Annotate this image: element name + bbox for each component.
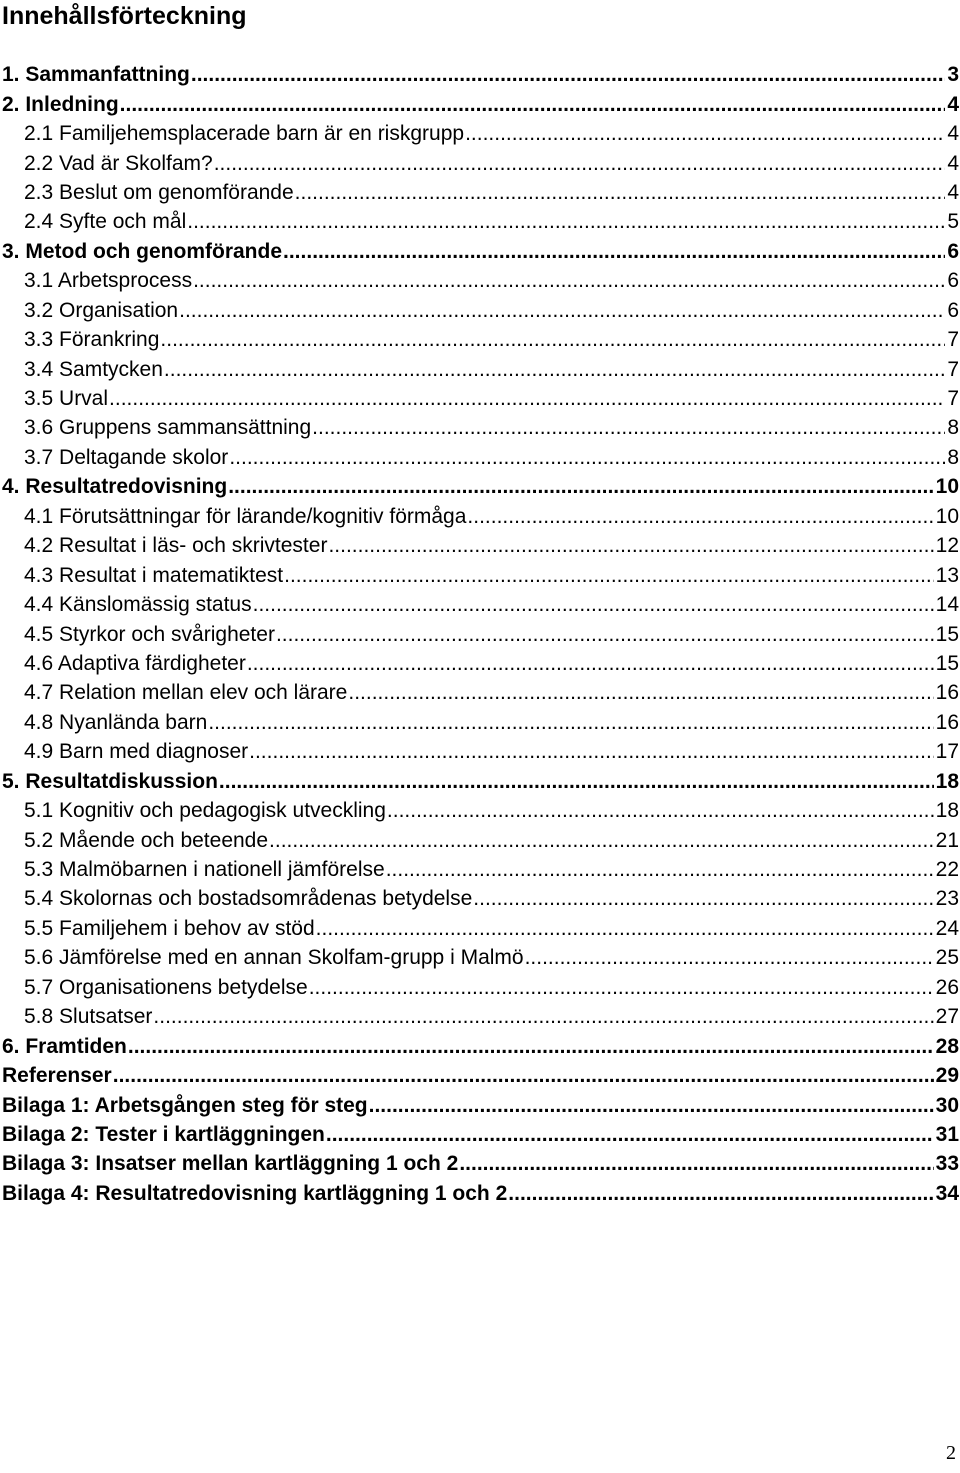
toc-entry-page: 30 xyxy=(935,1093,959,1117)
toc-dot-leader xyxy=(153,1002,933,1031)
toc-entry[interactable] xyxy=(0,1179,960,1208)
toc-entry-page: 23 xyxy=(935,887,959,911)
toc-dot-leader xyxy=(459,1149,933,1178)
toc-dot-leader xyxy=(467,502,933,531)
toc-dot-leader xyxy=(193,266,945,295)
toc-dot-leader xyxy=(247,649,934,678)
toc-entry-label: 5.8 Slutsatser xyxy=(24,1005,153,1029)
toc-entry-label: 2.2 Vad är Skolfam? xyxy=(24,151,213,175)
toc-entry-page: 6 xyxy=(947,298,959,322)
toc-entry-label: 4.7 Relation mellan elev och lärare xyxy=(24,681,348,705)
toc-entry-label: 3.1 Arbetsprocess xyxy=(24,269,193,293)
toc-entry-page: 13 xyxy=(935,563,959,587)
toc-entry[interactable] xyxy=(0,148,960,177)
toc-entry-page: 28 xyxy=(935,1034,959,1058)
toc-entry-label: 2.4 Syfte och mål xyxy=(24,210,187,234)
toc-dot-leader xyxy=(309,973,934,1002)
toc-entry[interactable] xyxy=(0,384,960,413)
toc-dot-leader xyxy=(508,1179,933,1208)
toc-dot-leader xyxy=(348,678,933,707)
toc-entry-page: 6 xyxy=(947,269,959,293)
toc-dot-leader xyxy=(253,590,934,619)
toc-entry-page: 26 xyxy=(935,975,959,999)
toc-entry-label: 2.1 Familjehemsplacerade barn är en riskgrupp xyxy=(24,122,465,146)
toc-entry-page: 4 xyxy=(947,151,959,175)
toc-dot-leader xyxy=(179,296,945,325)
toc-dot-leader xyxy=(386,855,934,884)
toc-entry[interactable] xyxy=(0,973,960,1002)
toc-entry-label: Bilaga 3: Insatser mellan kartläggning 1 och 2 xyxy=(2,1152,459,1176)
toc-entry[interactable] xyxy=(0,796,960,825)
toc-entry[interactable] xyxy=(0,296,960,325)
toc-dot-leader xyxy=(164,355,945,384)
toc-entry-page: 24 xyxy=(935,916,959,940)
toc-dot-leader xyxy=(465,119,945,148)
toc-entry-label: 3.5 Urval xyxy=(24,387,109,411)
toc-entry-label: 5.4 Skolornas och bostadsområdenas betydelse xyxy=(24,887,473,911)
toc-entry-label: 4.9 Barn med diagnoser xyxy=(24,740,249,764)
toc-entry-page: 3 xyxy=(947,63,959,87)
toc-entry-label: 5.7 Organisationens betydelse xyxy=(24,975,308,999)
toc-entry-label: 3.4 Samtycken xyxy=(24,357,163,381)
toc-dot-leader xyxy=(187,207,945,236)
toc-entry-page: 21 xyxy=(935,828,959,852)
toc-entry[interactable] xyxy=(0,1061,960,1090)
toc-entry[interactable] xyxy=(0,560,960,589)
toc-entry-label: 4.3 Resultat i matematiktest xyxy=(24,563,284,587)
toc-entry[interactable] xyxy=(0,119,960,148)
toc-entry-page: 7 xyxy=(947,328,959,352)
toc-entry[interactable] xyxy=(0,590,960,619)
toc-entry-page: 12 xyxy=(935,534,959,558)
toc-entry-page: 17 xyxy=(935,740,959,764)
toc-entry[interactable] xyxy=(0,325,960,354)
toc-dot-leader xyxy=(208,708,933,737)
toc-entry[interactable] xyxy=(0,531,960,560)
toc-entry[interactable] xyxy=(0,678,960,707)
toc-entry[interactable] xyxy=(0,884,960,913)
toc-entry[interactable] xyxy=(0,649,960,678)
toc-dot-leader xyxy=(473,884,933,913)
toc-entry[interactable] xyxy=(0,266,960,295)
toc-entry[interactable] xyxy=(0,737,960,766)
toc-entry-page: 7 xyxy=(947,387,959,411)
toc-entry[interactable] xyxy=(0,1120,960,1149)
toc-entry[interactable] xyxy=(0,178,960,207)
toc-dot-leader xyxy=(249,737,934,766)
toc-entry-label: 4.6 Adaptiva färdigheter xyxy=(24,651,246,675)
toc-dot-leader xyxy=(228,472,933,501)
toc-entry-label: Referenser xyxy=(2,1064,112,1088)
toc-entry-label: 3.3 Förankring xyxy=(24,328,160,352)
toc-dot-leader xyxy=(312,413,945,442)
toc-entry-page: 18 xyxy=(935,799,959,823)
toc-entry[interactable] xyxy=(0,855,960,884)
toc-entry-page: 4 xyxy=(947,122,959,146)
toc-dot-leader xyxy=(269,826,934,855)
toc-entry-label: 3.6 Gruppens sammansättning xyxy=(24,416,312,440)
toc-entry-page: 18 xyxy=(935,769,959,793)
toc-entry[interactable] xyxy=(0,1149,960,1178)
toc-entry-label: Bilaga 2: Tester i kartläggningen xyxy=(2,1122,325,1146)
toc-entry-label: 2. Inledning xyxy=(2,92,119,116)
toc-dot-leader xyxy=(113,1061,934,1090)
toc-dot-leader xyxy=(283,237,945,266)
toc-entry-page: 29 xyxy=(935,1064,959,1088)
toc-dot-leader xyxy=(316,914,934,943)
toc-entry-page: 16 xyxy=(935,681,959,705)
toc-entry-page: 27 xyxy=(935,1005,959,1029)
toc-entry-label: 6. Framtiden xyxy=(2,1034,127,1058)
toc-dot-leader xyxy=(387,796,934,825)
toc-dot-leader xyxy=(525,943,934,972)
toc-entry[interactable] xyxy=(0,825,960,854)
toc-entry-page: 22 xyxy=(935,858,959,882)
toc-entry[interactable] xyxy=(0,914,960,943)
toc-entry[interactable] xyxy=(0,413,960,442)
page-title: Innehållsförteckning xyxy=(2,2,247,30)
toc-dot-leader xyxy=(326,1120,934,1149)
toc-entry-label: 3. Metod och genomförande xyxy=(2,239,283,263)
toc-dot-leader xyxy=(219,767,934,796)
toc-entry[interactable] xyxy=(0,1031,960,1060)
toc-entry-label: 3.7 Deltagande skolor xyxy=(24,445,229,469)
toc-entry-page: 31 xyxy=(935,1122,959,1146)
toc-dot-leader xyxy=(328,531,933,560)
toc-entry[interactable] xyxy=(0,89,960,118)
toc-dot-leader xyxy=(214,149,946,178)
toc-dot-leader xyxy=(295,178,946,207)
toc-dot-leader xyxy=(120,90,946,119)
toc-entry-page: 15 xyxy=(935,622,959,646)
toc-entry-page: 4 xyxy=(947,92,959,116)
toc-entry[interactable] xyxy=(0,502,960,531)
toc-dot-leader xyxy=(229,443,945,472)
toc-entry[interactable] xyxy=(0,943,960,972)
table-of-contents xyxy=(0,60,960,1208)
toc-entry-page: 14 xyxy=(935,593,959,617)
toc-entry[interactable] xyxy=(0,619,960,648)
toc-entry-label: 5.3 Malmöbarnen i nationell jämförelse xyxy=(24,858,385,882)
toc-entry[interactable] xyxy=(0,237,960,266)
toc-entry-label: 4.1 Förutsättningar för lärande/kognitiv förmåga xyxy=(24,504,467,528)
toc-entry[interactable] xyxy=(0,354,960,383)
toc-entry[interactable] xyxy=(0,60,960,89)
toc-entry[interactable] xyxy=(0,1002,960,1031)
toc-entry-page: 34 xyxy=(935,1181,959,1205)
toc-dot-leader xyxy=(191,60,945,89)
toc-entry-page: 5 xyxy=(947,210,959,234)
toc-entry-label: 4.2 Resultat i läs- och skrivtester xyxy=(24,534,328,558)
toc-entry-label: 5. Resultatdiskussion xyxy=(2,769,218,793)
toc-dot-leader xyxy=(128,1032,934,1061)
toc-entry-label: Bilaga 4: Resultatredovisning kartläggning 1 och 2 xyxy=(2,1181,508,1205)
toc-entry-label: 4.5 Styrkor och svårigheter xyxy=(24,622,275,646)
toc-entry-label: 5.6 Jämförelse med en annan Skolfam-grupp i Malmö xyxy=(24,946,524,970)
toc-dot-leader xyxy=(276,620,934,649)
toc-entry[interactable] xyxy=(0,1090,960,1119)
toc-entry[interactable] xyxy=(0,443,960,472)
toc-dot-leader xyxy=(369,1091,934,1120)
toc-entry-label: 5.1 Kognitiv och pedagogisk utveckling xyxy=(24,799,386,823)
toc-entry-page: 8 xyxy=(947,416,959,440)
toc-entry-label: 1. Sammanfattning xyxy=(2,63,190,87)
toc-entry[interactable] xyxy=(0,472,960,501)
toc-entry-page: 8 xyxy=(947,445,959,469)
toc-entry-page: 10 xyxy=(935,475,959,499)
toc-entry-label: 4. Resultatredovisning xyxy=(2,475,228,499)
toc-entry[interactable] xyxy=(0,708,960,737)
toc-entry-page: 10 xyxy=(935,504,959,528)
toc-entry-label: 2.3 Beslut om genomförande xyxy=(24,180,294,204)
toc-entry[interactable] xyxy=(0,767,960,796)
toc-entry[interactable] xyxy=(0,207,960,236)
toc-entry-label: 4.8 Nyanlända barn xyxy=(24,710,208,734)
toc-entry-label: 4.4 Känslomässig status xyxy=(24,593,252,617)
toc-dot-leader xyxy=(109,384,945,413)
toc-entry-label: 5.5 Familjehem i behov av stöd xyxy=(24,916,315,940)
toc-entry-label: 5.2 Mående och beteende xyxy=(24,828,269,852)
toc-entry-page: 33 xyxy=(935,1152,959,1176)
toc-entry-label: 3.2 Organisation xyxy=(24,298,179,322)
toc-dot-leader xyxy=(284,561,934,590)
page-number: 2 xyxy=(946,1442,956,1464)
toc-entry-page: 6 xyxy=(947,239,959,263)
toc-entry-page: 16 xyxy=(935,710,959,734)
toc-entry-page: 7 xyxy=(947,357,959,381)
toc-entry-page: 15 xyxy=(935,651,959,675)
toc-entry-page: 25 xyxy=(935,946,959,970)
toc-entry-page: 4 xyxy=(947,180,959,204)
toc-dot-leader xyxy=(160,325,945,354)
toc-entry-label: Bilaga 1: Arbetsgången steg för steg xyxy=(2,1093,368,1117)
